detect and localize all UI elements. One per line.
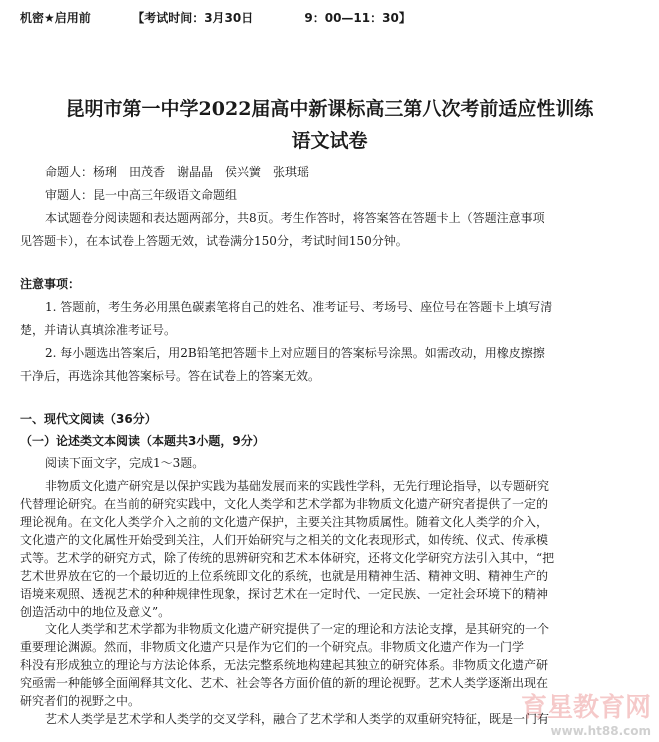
passage-line: 语境来观照、透视艺术的种种规律性现象，探讨艺术在一定时代、一定民族、一定社会环境下的精神 [20, 586, 549, 601]
exam-time-label: 【考试时间：3月30日 [132, 11, 254, 25]
passage-line: 究亟需一种能够全面阐释其文化、艺术、社会等各方面价值的新的理论视野。艺术人类学逐渐出现在 [20, 676, 549, 691]
passage-line: 艺术世界放在它的一个最切近的上位系统即文化的系统，也就是用精神生活、精神文明、精神生产的 [20, 568, 549, 583]
passage-line: 式等。艺术学的研究方式，除了传统的思辨研究和艺术本体研究，还将文化学研究方法引入其中，“把 [20, 550, 555, 565]
intro-line-2: 见答题卡），在本试卷上答题无效，试卷满分150分，考试时间150分钟。 [20, 234, 408, 248]
watermark-text: 育星教育网 [520, 693, 651, 723]
notice-heading: 注意事项： [20, 277, 81, 291]
passage-line: 研究者们的视野之中。 [20, 694, 141, 709]
passage-line: 非物质文化遗产研究是以保护实践为基础发展而来的实践性学科，无先行理论指导，以专题研究 [45, 479, 550, 493]
exam-time-range: 9：00—11：30】 [304, 11, 411, 25]
exam-title-line1: 昆明市第一中学2022届高中新课标高三第八次考前适应性训练 [65, 98, 594, 120]
passage-line: 文化人类学和艺术学都为非物质文化遗产研究提供了一定的理论和方法论支撑，是其研究的一个 [45, 622, 550, 637]
notice-item-1a: 1. 答题前，考生务必用黑色碳素笔将自己的姓名、准考证号、考场号、座位号在答题卡上填写清 [45, 300, 553, 314]
passage-line: 创造活动中的地位及意义”。 [20, 604, 171, 619]
section-heading: 一、现代文阅读（36分） [20, 412, 157, 426]
secret-label: 机密★启用前 [20, 11, 91, 25]
reading-instruction: 阅读下面文字，完成1～3题。 [45, 456, 205, 470]
notice-item-1b: 楚，并请认真填涂准考证号。 [20, 323, 177, 337]
exam-title-line2: 语文试卷 [291, 130, 368, 152]
passage-line: 重要理论渊源。然而，非物质文化遗产只是作为它们的一个研究点。非物质文化遗产作为一门学 [20, 640, 525, 655]
subsection-heading: （一）论述类文本阅读（本题共3小题，9分） [20, 434, 265, 448]
intro-line-1: 本试题卷分阅读题和表达题两部分，共8页。考生作答时，将答案答在答题卡上（答题注意事项 [45, 211, 545, 225]
exam-header [20, 9, 411, 26]
setters-line: 命题人：杨琍 田茂香 谢晶晶 侯兴黉 张琪瑶 [45, 165, 310, 179]
notice-item-2b: 干净后，再选涂其他答案标号。答在试卷上的答案无效。 [20, 369, 321, 383]
passage-line: 代替理论研究。在当前的研究实践中，文化人类学和艺术学都为非物质文化遗产研究者提供了一定的 [20, 496, 549, 511]
reviewer-line: 审题人：昆一中高三年级语文命题组 [45, 188, 238, 202]
passage-line: 文化遗产的文化属性开始受到关注，人们开始研究与之相关的文化表现形式，如传统、仪式、传承模 [20, 532, 549, 547]
passage-line: 理论视角。在文化人类学介入之前的文化遗产保护，主要关注其物质属性。随着文化人类学的介入， [20, 514, 549, 529]
watermark [521, 687, 651, 738]
watermark-url: www.ht88.com [550, 724, 651, 738]
passage-line: 科没有形成独立的理论与方法论体系，无法完整系统地构建起其独立的研究体系。非物质文化遗产研 [20, 658, 549, 673]
passage-line: 艺术人类学是艺术学和人类学的交叉学科，融合了艺术学和人类学的双重研究特征，既是一门有 [45, 712, 550, 726]
notice-item-2a: 2. 每小题选出答案后，用2B铅笔把答题卡上对应题目的答案标号涂黑。如需改动，用橡皮擦擦 [45, 346, 545, 360]
